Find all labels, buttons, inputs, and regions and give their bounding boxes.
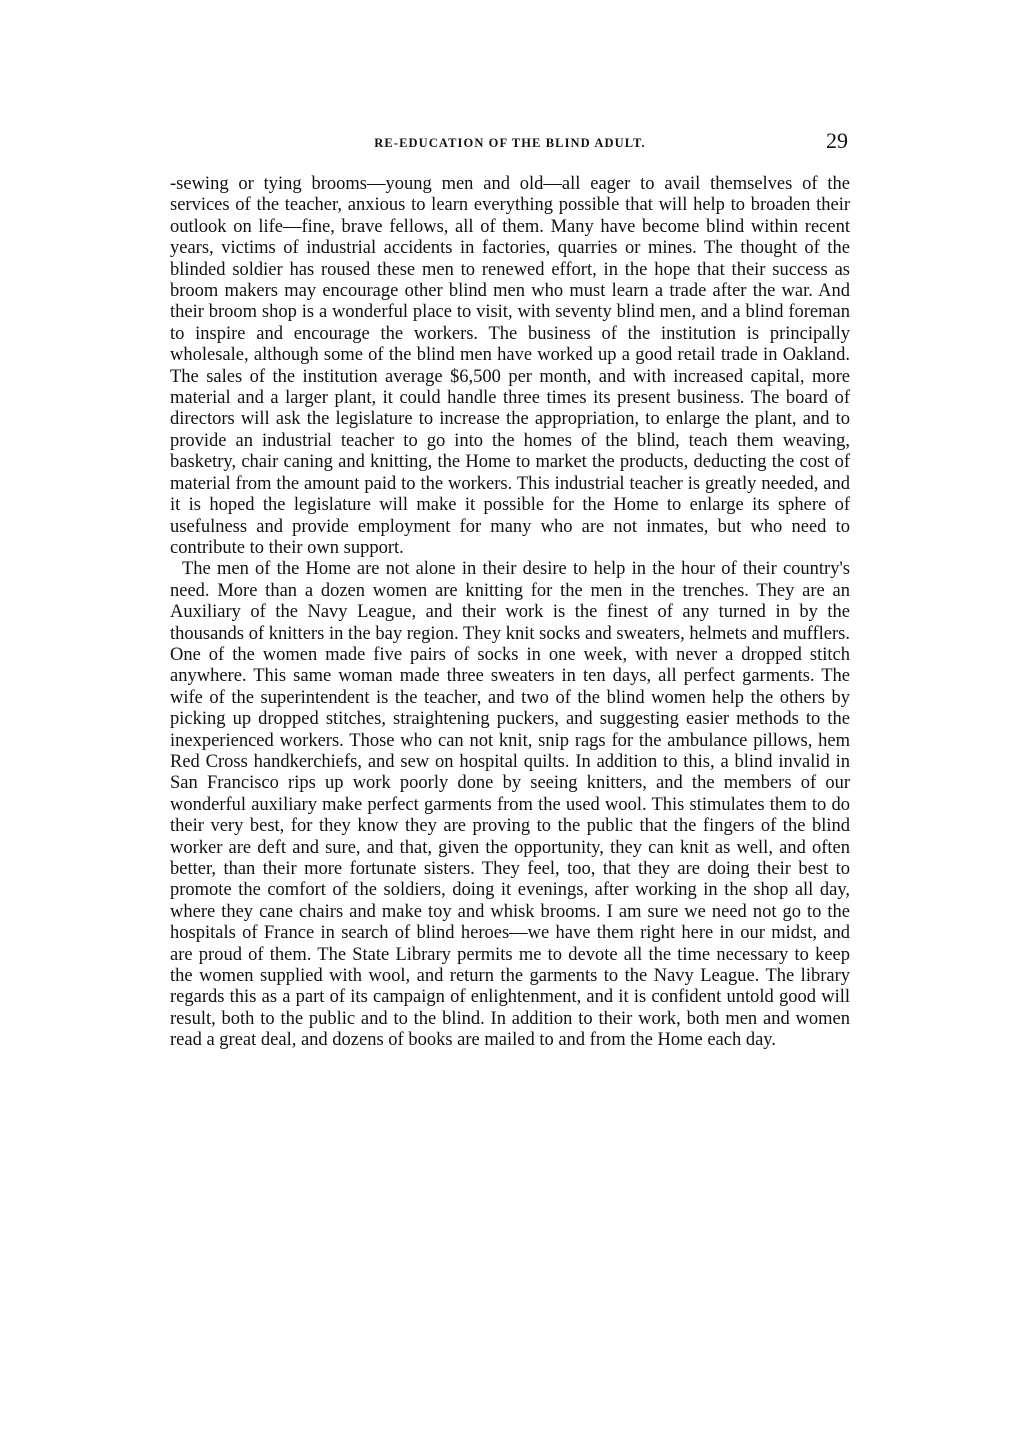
- running-head: [170, 128, 850, 162]
- paragraph-1: -sewing or tying brooms—young men and old—all eager to avail themselves of the services of the teacher, anxious to learn everything possible that will help to broaden their outlook on life—fine, brave fellows, all of them. Many have become blind within recent years, victims of industrial accidents in factories, quarries or mines. The thought of the blinded soldier has roused these men to renewed effort, in the hope that their success as broom makers may encourage other blind men who must learn a trade after the war. And their broom shop is a wonderful place to visit, with seventy blind men, and a blind foreman to inspire and encourage the workers. The business of the institution is principally wholesale, although some of the blind men have worked up a good retail trade in Oakland. The sales of the institution average $6,500 per month, and with increased capital, more material and a larger plant, it could handle three times its present business. The board of directors will ask the legislature to increase the appropriation, to enlarge the plant, and to provide an industrial teacher to go into the homes of the blind, teach them weaving, basketry, chair caning and knitting, the Home to market the products, deducting the cost of material from the amount paid to the workers. This industrial teacher is greatly needed, and it is hoped the legislature will make it possible for the Home to enlarge its sphere of usefulness and provide employment for many who are not inmates, but who need to contribute to their own support.: [170, 174, 850, 558]
- page-number: 29: [826, 128, 848, 153]
- running-title: RE-EDUCATION OF THE BLIND ADULT.: [374, 136, 646, 150]
- paragraph-2: The men of the Home are not alone in their desire to help in the hour of their country's need. More than a dozen women are knitting for the men in the trenches. They are an Auxiliary of the Navy League, and their work is the finest of any turned in by the thousands of knitters in the bay region. They knit socks and sweaters, helmets and mufflers. One of the women made five pairs of socks in one week, with never a dropped stitch anywhere. This same woman made three sweaters in ten days, all perfect garments. The wife of the superintendent is the teacher, and two of the blind women help the others by picking up dropped stitches, straightening puckers, and suggesting easier methods to the inexperienced workers. Those who can not knit, snip rags for the ambulance pillows, hem Red Cross handkerchiefs, and sew on hospital quilts. In addition to this, a blind invalid in San Francisco rips up work poorly done by seeing knitters, and the members of our wonderful auxiliary make perfect garments from the used wool. This stimulates them to do their very best, for they know they are proving to the public that the fingers of the blind worker are deft and sure, and that, given the opportunity, they can knit as well, and often better, than their more fortunate sisters. They feel, too, that they are doing their best to promote the comfort of the soldiers, doing it evenings, after working in the shop all day, where they cane chairs and make toy and whisk brooms. I am sure we need not go to the hospitals of France in search of blind heroes—we have them right here in our midst, and are proud of them. The State Library permits me to devote all the time necessary to keep the women supplied with wool, and return the garments to the Navy League. The library regards this as a part of its campaign of enlightenment, and it is confident untold good will result, both to the public and to the blind. In addition to their work, both men and women read a great deal, and dozens of books are mailed to and from the Home each day.: [170, 559, 850, 1051]
- body-text: [170, 174, 850, 1052]
- document-page: [170, 128, 850, 1368]
